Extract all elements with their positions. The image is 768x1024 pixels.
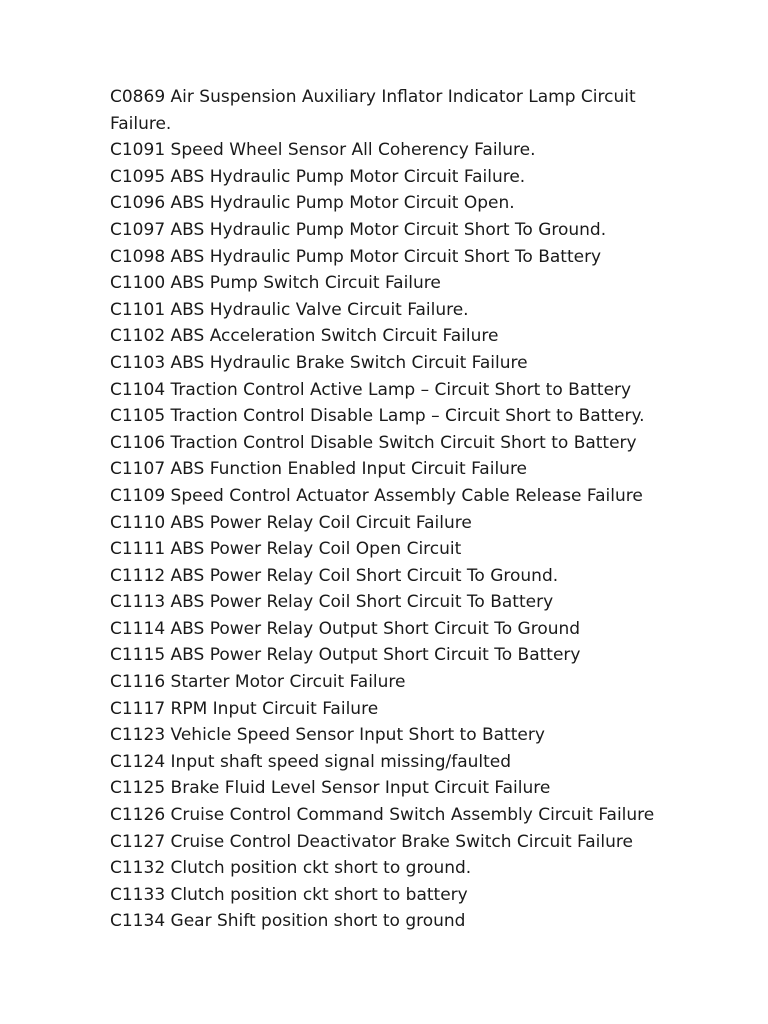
code-entry: C1098 ABS Hydraulic Pump Motor Circuit Short To Battery [110,246,602,267]
code-entry: C1114 ABS Power Relay Output Short Circuit To Ground [110,618,581,639]
code-entry: C1096 ABS Hydraulic Pump Motor Circuit Open. [110,193,515,214]
document-page [110,84,670,935]
code-entry: C1104 Traction Control Active Lamp – Circuit Short to Battery [110,379,632,400]
code-entry: C1100 ABS Pump Switch Circuit Failure [110,273,441,294]
code-entry: C1091 Speed Wheel Sensor All Coherency Failure. [110,140,536,161]
code-entry: C1095 ABS Hydraulic Pump Motor Circuit Failure. [110,166,526,187]
code-entry: C0869 Air Suspension Auxiliary Inflator Indicator Lamp Circuit Failure. [110,87,636,134]
code-entry: C1102 ABS Acceleration Switch Circuit Failure [110,326,499,347]
code-entry: C1112 ABS Power Relay Coil Short Circuit To Ground. [110,565,559,586]
code-entry: C1133 Clutch position ckt short to battery [110,884,468,905]
code-entry: C1125 Brake Fluid Level Sensor Input Circuit Failure [110,778,551,799]
code-entry: C1107 ABS Function Enabled Input Circuit Failure [110,459,528,480]
code-entry: C1105 Traction Control Disable Lamp – Circuit Short to Battery. [110,406,645,427]
code-entry: C1115 ABS Power Relay Output Short Circuit To Battery [110,645,581,666]
code-entry: C1097 ABS Hydraulic Pump Motor Circuit Short To Ground. [110,219,607,240]
code-entry: C1101 ABS Hydraulic Valve Circuit Failure. [110,299,469,320]
code-entry: C1113 ABS Power Relay Coil Short Circuit To Battery [110,592,554,613]
code-entry: C1123 Vehicle Speed Sensor Input Short to Battery [110,725,545,746]
code-entry: C1127 Cruise Control Deactivator Brake Switch Circuit Failure [110,831,633,852]
code-entry: C1132 Clutch position ckt short to ground. [110,858,472,879]
code-entry: C1106 Traction Control Disable Switch Circuit Short to Battery [110,432,637,453]
code-entry: C1111 ABS Power Relay Coil Open Circuit [110,539,462,560]
code-entry: C1126 Cruise Control Command Switch Assembly Circuit Failure [110,805,655,826]
code-entry: C1116 Starter Motor Circuit Failure [110,672,406,693]
code-entry: C1110 ABS Power Relay Coil Circuit Failure [110,512,472,533]
code-entry: C1117 RPM Input Circuit Failure [110,698,379,719]
code-entry: C1124 Input shaft speed signal missing/faulted [110,751,512,772]
code-entry: C1103 ABS Hydraulic Brake Switch Circuit Failure [110,352,528,373]
code-entry: C1134 Gear Shift position short to ground [110,911,466,932]
code-entry: C1109 Speed Control Actuator Assembly Cable Release Failure [110,485,643,506]
